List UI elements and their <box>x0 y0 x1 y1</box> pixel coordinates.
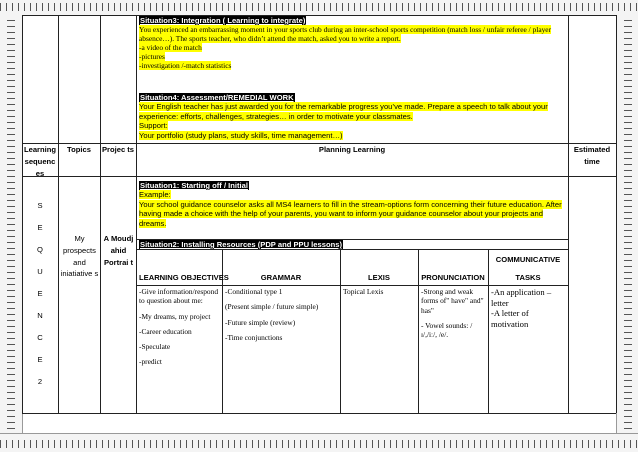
situation4-section <box>139 93 565 140</box>
situation2-section <box>139 240 343 249</box>
sequence-letter: U <box>37 267 43 276</box>
grammar-cell <box>225 287 338 348</box>
column-pronunciation: PRONUNCIATION <box>421 273 485 282</box>
objectives-cell <box>139 287 219 373</box>
situation1-section <box>139 181 565 228</box>
pronunciation-item: -Strong and weak forms of" have" and" has" <box>421 287 484 315</box>
header-projects: Projec ts <box>101 145 135 154</box>
lexis-item: Topical Lexis <box>343 287 384 296</box>
objective-item: -Career education <box>139 326 192 336</box>
grammar-item: -Time conjunctions <box>225 332 283 342</box>
situation1-text: Your school guidance counselor asks all MS4 learners to fill in the stream-options form concerning their future education. After having made a choice with the help of your parents, you want to inform your guidance counselor about your projects and dreams. <box>139 199 562 228</box>
sequence-letter: E <box>37 289 43 298</box>
decorative-border-top <box>0 0 638 16</box>
table-line <box>136 285 568 286</box>
column-grammar: GRAMMAR <box>260 273 302 282</box>
situation4-support-label: Support: <box>139 121 168 131</box>
table-line <box>100 15 101 413</box>
decorative-border-bottom <box>0 433 638 452</box>
header-learning-sequences: Learning sequenc es <box>23 145 57 179</box>
sequence-letter: Q <box>37 245 43 254</box>
situation3-support-item: -pictures <box>139 52 165 62</box>
pronunciation-item: - Vowel sounds: /ɪ/,/iː/, /e/. <box>421 320 473 339</box>
header-planning-learning: Planning Learning <box>318 145 386 154</box>
grammar-item: -Conditional type 1 <box>225 287 283 296</box>
grammar-item: (Present simple / future simple) <box>225 302 319 312</box>
pronunciation-cell <box>421 287 486 345</box>
objective-item: -Speculate <box>139 342 171 351</box>
lexis-cell <box>343 287 416 302</box>
header-topics: Topics <box>67 145 91 154</box>
header-estimated-time: Estimated time <box>573 145 611 167</box>
situation3-support-item: -investigation /-match statistics <box>139 60 232 70</box>
lesson-plan-table <box>22 15 616 433</box>
decorative-border-left <box>0 15 23 433</box>
table-line <box>22 176 616 177</box>
sequence-letter: N <box>37 311 43 320</box>
topic-cell: My prospects and iniatiative s <box>60 234 99 279</box>
situation3-title: Situation3: Integration ( Learning to integrate) <box>140 16 306 25</box>
sequence-label <box>22 195 58 393</box>
situation3-support-item: -a video of the match <box>139 43 202 53</box>
grammar-item: -Future simple (review) <box>225 317 296 327</box>
tasks-cell: -An application – letter -A letter of motivation <box>491 287 552 330</box>
table-line <box>58 15 59 413</box>
objective-item: -predict <box>139 357 162 367</box>
decorative-border-right <box>616 15 638 433</box>
objective-item: -My dreams, my project <box>139 311 211 321</box>
sequence-letter: E <box>37 355 43 364</box>
situation4-title: Situation4: Assessment/REMEDIAL WORK <box>140 93 294 102</box>
column-lexis: LEXIS <box>368 273 390 282</box>
column-learning-objectives: LEARNING OBJECTIVES <box>139 273 229 282</box>
situation4-text: Your English teacher has just awarded you for the remarkable progress you’ve made. Prepare a speech to talk about your experience: efforts, challenges, strategies… in order to motivate your classmates. <box>139 102 548 121</box>
sequence-letter: S <box>37 201 43 210</box>
table-line <box>568 15 569 413</box>
objective-item: -Give information/respond to question about me: <box>139 287 219 306</box>
situation3-section <box>139 16 565 71</box>
situation4-support-text: Your portfolio (study plans, study skills, time management…) <box>139 130 343 140</box>
table-line <box>616 15 617 413</box>
situation2-title: Situation2: Installing Resources (PDP and PPU lessons) <box>140 240 342 249</box>
sequence-letter: 2 <box>37 377 43 386</box>
situation1-title: Situation1: Starting off / Initial <box>140 181 248 190</box>
situation3-text: You experienced an embarrassing moment in your sports club during an inter-school sports competition (match loss / unfair referee / player absence…). The sports teacher, who didn’t attend the match, asked you to write a report. <box>139 25 552 44</box>
situation1-example-label: Example: <box>139 190 171 200</box>
sequence-letter: E <box>37 223 43 232</box>
table-line <box>136 15 137 413</box>
sequence-letter: C <box>37 333 43 342</box>
project-cell: A Moudj ahid Portrai t <box>103 234 134 267</box>
column-communicative-tasks: COMMUNICATIVE TASKS <box>495 255 561 282</box>
table-line <box>22 413 616 414</box>
